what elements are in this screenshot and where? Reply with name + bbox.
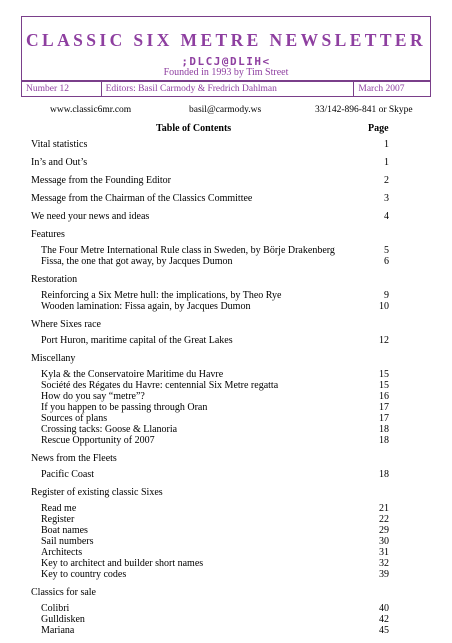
toc-entry[interactable] [31,139,389,157]
toc-subentry-page: 30 [379,536,389,547]
toc-entry[interactable] [31,175,389,193]
toc-subentry[interactable] [31,625,389,636]
website-link[interactable]: www.classic6mr.com [50,105,132,115]
toc-subentry-page: 40 [379,603,389,614]
toc-subentry[interactable] [31,503,389,514]
toc-entry-page: 2 [384,175,389,186]
toc-subentry-label: Mariana [41,625,75,636]
toc-entry-label: Message from the Founding Editor [31,175,171,186]
toc-subentry[interactable] [31,256,389,267]
toc-subentry[interactable] [31,536,389,547]
toc-subentry[interactable] [31,614,389,625]
section-spacer [31,312,389,319]
toc-entry-label: In’s and Out’s [31,157,88,168]
toc-subentry-page: 31 [379,547,389,558]
toc-subentry[interactable] [31,547,389,558]
toc-subentry-label: Gulldisken [41,614,85,625]
toc-subentry-label: Architects [41,547,83,558]
email-link[interactable]: basil@carmody.ws [189,105,262,115]
toc-entry[interactable] [31,211,389,229]
toc-section-heading: News from the Fleets [31,453,117,464]
toc-subentry-page: 42 [379,614,389,625]
toc-subentry-label: Rescue Opportunity of 2007 [41,435,155,446]
toc-entry-page: 1 [384,139,389,150]
section-spacer [31,346,389,353]
toc-subentry[interactable] [31,435,389,446]
toc-entry-page: 3 [384,193,389,204]
toc-subentry-label: Sail numbers [41,536,94,547]
toc-subentry-page: 10 [379,301,389,312]
toc-subentry-page: 16 [379,391,389,402]
toc-subentry[interactable] [31,569,389,580]
toc-subentry[interactable] [31,245,389,256]
toc-title: Table of Contents [156,123,232,134]
toc-subentry-label: Port Huron, maritime capital of the Great Lakes [41,335,233,346]
table-of-contents [31,139,389,643]
section-spacer [31,267,389,274]
toc-section-heading: Restoration [31,274,78,285]
toc-subentry-page: 5 [384,245,389,256]
toc-section-heading: Register of existing classic Sixes [31,487,163,498]
toc-subentry-page: 18 [379,469,389,480]
toc-entry-page: 4 [384,211,389,222]
toc-subentry[interactable] [31,369,389,380]
toc-subentry-page: 18 [379,424,389,435]
editors: Editors: Basil Carmody & Fredrich Dahlman [102,82,355,96]
toc-subentry-page: 9 [384,290,389,301]
toc-subentry[interactable] [31,558,389,569]
toc-subentry-page: 15 [379,380,389,391]
toc-entry-label: Message from the Chairman of the Classics Committee [31,193,253,204]
toc-subentry-label: Pacific Coast [41,469,95,480]
toc-entry[interactable] [31,157,389,175]
toc-subentry-label: Reinforcing a Six Metre hull: the implications, by Theo Rye [41,290,282,301]
toc-subentry-label: Key to architect and builder short names [41,558,204,569]
toc-subentry[interactable] [31,514,389,525]
toc-subentry-page: 32 [379,558,389,569]
toc-entry-label: Vital statistics [31,139,88,150]
toc-subentry-label: Key to country codes [41,569,127,580]
toc-subentry[interactable] [31,603,389,614]
toc-entry-label: We need your news and ideas [31,211,150,222]
toc-subentry-label: The Four Metre International Rule class in Sweden, by Börje Drakenberg [41,245,335,256]
toc-section-heading: Classics for sale [31,587,96,598]
toc-subentry-label: Register [41,514,75,525]
toc-subentry[interactable] [31,290,389,301]
issue-number: Number 12 [22,82,102,96]
toc-subentry-page: 15 [379,369,389,380]
toc-subentry-label: Crossing tacks: Goose & Llanoria [41,424,178,435]
toc-subentry[interactable] [31,301,389,312]
toc-subentry[interactable] [31,391,389,402]
toc-subentry[interactable] [31,335,389,346]
toc-entry-page: 1 [384,157,389,168]
toc-subentry[interactable] [31,413,389,424]
phone-number: 33/142-896-841 or Skype [315,105,413,115]
toc-subentry-page: 29 [379,525,389,536]
toc-section-heading: Where Sixes race [31,319,101,330]
issue-info-bar [21,81,431,97]
toc-subentry-page: 17 [379,413,389,424]
toc-subentry-label: Read me [41,503,77,514]
toc-section-heading: Features [31,229,65,240]
toc-subentry-page: 17 [379,402,389,413]
founded-line: Founded in 1993 by Tim Street [163,67,289,78]
toc-subentry-page: 45 [379,625,389,636]
toc-page-label: Page [368,123,389,134]
toc-subentry[interactable] [31,380,389,391]
toc-subentry[interactable] [31,525,389,536]
toc-subentry[interactable] [31,402,389,413]
toc-subentry-label: Boat names [41,525,88,536]
toc-subentry[interactable] [31,424,389,435]
dingbat-ornament: ;DLCJ@DLIH< [181,55,271,68]
toc-subentry-label: Sources of plans [41,413,108,424]
toc-subentry-page: 12 [379,335,389,346]
section-spacer [31,446,389,453]
toc-subentry-label: Société des Régates du Havre: centennial Six Metre regatta [41,380,279,391]
toc-subentry-label: Kyla & the Conservatoire Maritime du Havre [41,369,224,380]
toc-subentry-label: Colibri [41,603,70,614]
issue-date: March 2007 [358,84,405,94]
toc-subentry[interactable] [31,469,389,480]
toc-subentry-page: 21 [379,503,389,514]
toc-subentry-page: 39 [379,569,389,580]
toc-subentry-label: Wooden lamination: Fissa again, by Jacques Dumon [41,301,251,312]
toc-subentry-label: If you happen to be passing through Oran [41,402,208,413]
toc-subentry-label: Fissa, the one that got away, by Jacques Dumon [41,256,233,267]
toc-subentry-page: 22 [379,514,389,525]
toc-entry[interactable] [31,193,389,211]
toc-subentry-page: 18 [379,435,389,446]
newsletter-title: CLASSIC SIX METRE NEWSLETTER [25,30,427,50]
toc-subentry-label: How do you say “metre”? [41,391,145,402]
section-spacer [31,580,389,587]
section-spacer [31,480,389,487]
toc-section-heading: Miscellany [31,353,76,364]
toc-subentry-page: 6 [384,256,389,267]
